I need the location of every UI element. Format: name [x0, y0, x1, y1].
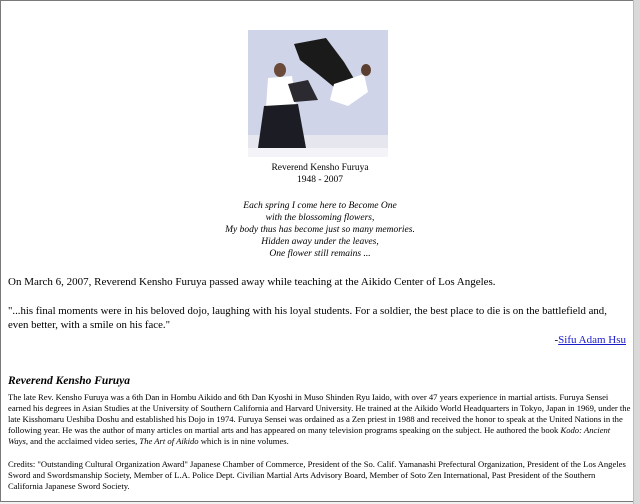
- quote-signature: [554, 334, 626, 346]
- bio-book-title: Kodo: Ancient Ways: [8, 425, 611, 446]
- signature-dash: -: [554, 334, 559, 346]
- credits-paragraph: Credits: "Outstanding Cultural Organization Award" Japanese Chamber of Commerce, President of the So. Calif. Yamanashi Prefectural Organization, President of the Los Angeles Sword and Swordsmanship Society, Member of L.A. Police Dept. Civilian Martial Arts Advisory Board, Member of Soto Zen International, Past President of the Southern California Japanese Sword Society.: [8, 459, 626, 491]
- bio-video-title: The Art of Aikido: [139, 436, 199, 446]
- photo-caption-years: 1948 - 2007: [297, 175, 343, 185]
- bio-text-2: , and the acclaimed video series,: [25, 436, 140, 446]
- poem-line: with the blossoming flowers,: [265, 213, 375, 223]
- announcement: On March 6, 2007, Reverend Kensho Furuya passed away while teaching at the Aikido Center of Los Angeles.: [8, 276, 496, 288]
- poem-line: Hidden away under the leaves,: [261, 237, 379, 247]
- bio-paragraph: [8, 392, 632, 447]
- poem-line: Each spring I come here to Become One: [243, 201, 397, 211]
- bio-text: The late Rev. Kensho Furuya was a 6th Dan in Hombu Aikido and 6th Dan Kyoshi in Muso Shinden Ryu Iaido, with over 47 years experience in martial artists. Furuya Sensei earned his degrees in Asian Studies at the University of Southern California and Harvard University. He trained at the Aikido World Headquarters in Tokyo, Japan in 1969, under the late Kisshomaru Ueshiba Doshu and established his Dojo in 1974. Furuya Sensei was ordained as a Zen priest in 1988 and received the honor to speak at the United Nations in the following year. He was the author of many articles on martial arts and has appeared on many television programs speaking on the subject. He authored the book: [8, 392, 631, 435]
- aikido-throw-photo: [248, 30, 388, 157]
- bio-heading: Reverend Kensho Furuya: [8, 375, 131, 387]
- photo-caption-name: Reverend Kensho Furuya: [271, 163, 369, 173]
- sifu-adam-hsu-link[interactable]: Sifu Adam Hsu: [558, 334, 626, 346]
- poem: [0, 200, 640, 260]
- bio-text-3: which is in nine volumes.: [198, 436, 289, 446]
- poem-line: One flower still remains ...: [269, 249, 371, 259]
- quote: "...his final moments were in his beloved dojo, laughing with his loyal students. For a soldier, the best place to die is on the battlefield and, even better, with a smile on his face.": [8, 305, 607, 331]
- poem-line: My body thus has become just so many memories.: [225, 225, 415, 235]
